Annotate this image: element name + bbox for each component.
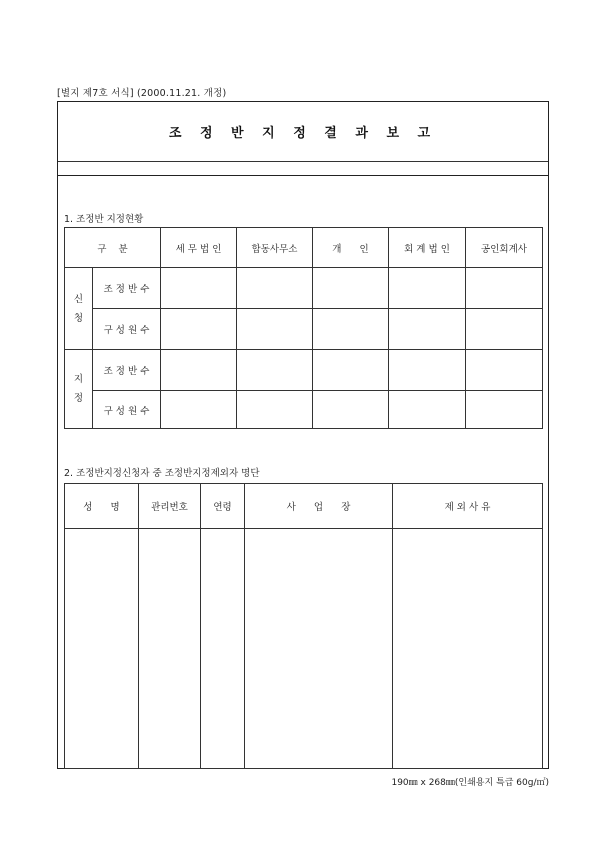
input-cell[interactable] <box>139 529 201 769</box>
designation-status-table <box>64 227 543 429</box>
group-label-designation: 지 정 <box>65 350 93 429</box>
column-header: 제 외 사 유 <box>393 484 543 529</box>
excluded-list-table <box>64 483 543 769</box>
input-cell[interactable] <box>65 529 139 769</box>
input-cell[interactable] <box>389 391 466 429</box>
row-label: 구 성 원 수 <box>93 309 161 350</box>
input-cell[interactable] <box>161 350 237 391</box>
input-cell[interactable] <box>466 350 543 391</box>
input-cell[interactable] <box>389 268 466 309</box>
row-label: 조 정 반 수 <box>93 268 161 309</box>
form-title: 조 정 반 지 정 결 과 보 고 <box>168 126 438 141</box>
input-cell[interactable] <box>245 529 393 769</box>
input-cell[interactable] <box>161 268 237 309</box>
input-cell[interactable] <box>466 268 543 309</box>
input-cell[interactable] <box>237 350 313 391</box>
input-cell[interactable] <box>237 309 313 350</box>
input-cell[interactable] <box>313 391 389 429</box>
row-label: 구 성 원 수 <box>93 391 161 429</box>
divider <box>58 175 548 176</box>
input-cell[interactable] <box>466 309 543 350</box>
column-header: 합동사무소 <box>237 228 313 268</box>
section1-label: 1. 조정반 지정현황 <box>64 214 144 225</box>
input-cell[interactable] <box>313 350 389 391</box>
form-frame <box>57 101 549 769</box>
input-cell[interactable] <box>389 309 466 350</box>
input-cell[interactable] <box>161 309 237 350</box>
paper-spec-note: 190㎜ x 268㎜(인쇄용지 특급 60g/㎡) <box>391 778 549 788</box>
input-cell[interactable] <box>389 350 466 391</box>
column-header: 성 명 <box>65 484 139 529</box>
section2-label: 2. 조정반지정신청자 중 조정반지정제외자 명단 <box>64 468 260 479</box>
input-cell[interactable] <box>161 391 237 429</box>
column-header: 관리번호 <box>139 484 201 529</box>
divider <box>58 161 548 162</box>
column-header: 사 업 장 <box>245 484 393 529</box>
input-cell[interactable] <box>313 268 389 309</box>
column-header: 연령 <box>201 484 245 529</box>
group-label-application: 신 청 <box>65 268 93 350</box>
input-cell[interactable] <box>237 391 313 429</box>
input-cell[interactable] <box>393 529 543 769</box>
column-header: 세 무 법 인 <box>161 228 237 268</box>
form-number-note: [별지 제7호 서식] (2000.11.21. 개정) <box>57 88 227 99</box>
input-cell[interactable] <box>466 391 543 429</box>
column-header: 공인회계사 <box>466 228 543 268</box>
input-cell[interactable] <box>201 529 245 769</box>
input-cell[interactable] <box>313 309 389 350</box>
column-header: 회 계 법 인 <box>389 228 466 268</box>
column-header: 개 인 <box>313 228 389 268</box>
input-cell[interactable] <box>237 268 313 309</box>
row-label: 조 정 반 수 <box>93 350 161 391</box>
category-header: 구 분 <box>65 228 161 268</box>
